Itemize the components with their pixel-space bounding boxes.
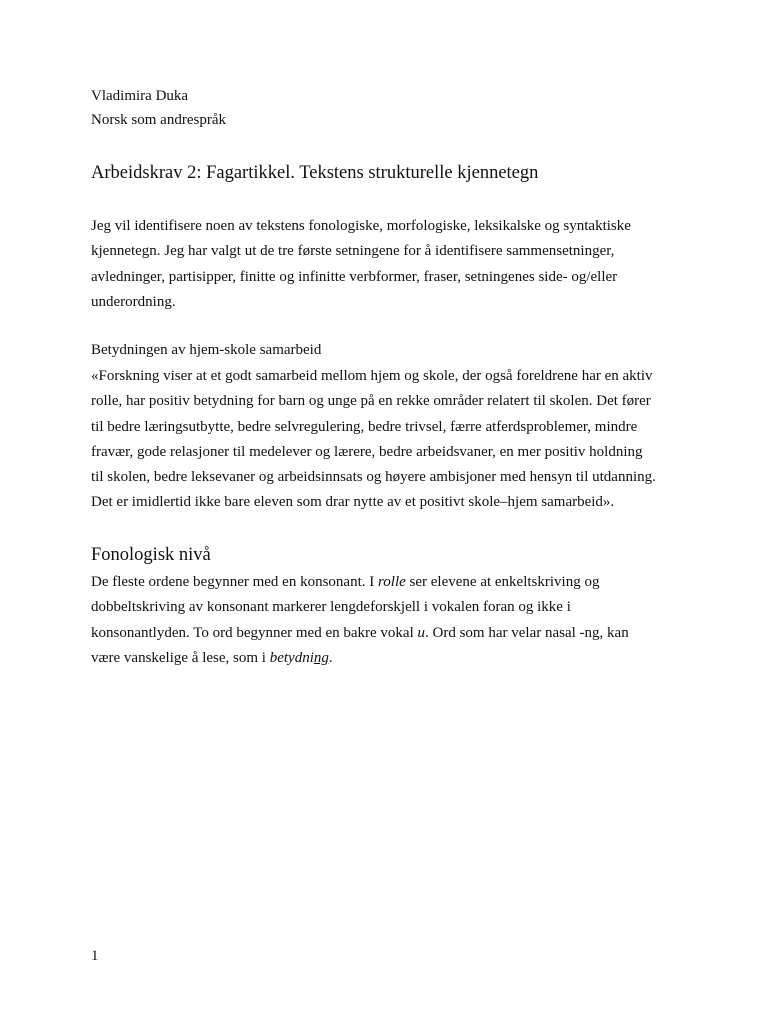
quote-line: til skolen, bedre leksevaner og arbeidsinnsats og høyere ambisjoner med hensyn til utdanning.	[91, 469, 656, 486]
phonology-text: ser elevene at enkeltskriving og	[405, 574, 600, 590]
phonology-heading: Fonologisk nivå	[91, 545, 211, 565]
phonology-line	[91, 646, 691, 671]
document-title: Arbeidskrav 2: Fagartikkel. Tekstens strukturelle kjennetegn	[91, 163, 539, 183]
phonology-line	[91, 570, 691, 595]
intro-line: kjennetegn. Jeg har valgt ut de tre første setningene for å identifisere sammensetninger,	[91, 243, 615, 260]
intro-line: underordning.	[91, 293, 176, 310]
course-name: Norsk som andrespråk	[91, 112, 226, 128]
intro-paragraph	[91, 214, 651, 315]
phonology-example-word	[270, 650, 329, 666]
phonology-paragraph	[91, 570, 691, 671]
quote-paragraph	[91, 364, 691, 516]
quote-line: Det er imidlertid ikke bare eleven som drar nytte av et positivt skole–hjem samarbeid».	[91, 494, 615, 511]
phonology-text: konsonantlyden. To ord begynner med en bakre vokal	[91, 624, 418, 641]
phonology-text: .	[328, 649, 333, 666]
page-number: 1	[91, 948, 99, 964]
quote-heading: Betydningen av hjem-skole samarbeid	[91, 342, 322, 358]
quote-line: «Forskning viser at et godt samarbeid mellom hjem og skole, der også foreldrene har en aktiv	[91, 368, 653, 384]
quote-line: fravær, gode relasjoner til medelever og lærere, bedre arbeidsvaner, en mer positiv holdning	[91, 443, 643, 460]
phonology-line: dobbeltskriving av konsonant markerer lengdeforskjell i vokalen foran og ikke i	[91, 599, 571, 616]
quote-line: til bedre læringsutbytte, bedre selvregulering, bedre trivsel, færre atferdsproblemer, mindre	[91, 418, 638, 435]
phonology-line	[91, 621, 691, 646]
quote-line: rolle, har positiv betydning for barn og unge på en rekke områder relatert til skolen. Det fører	[91, 393, 651, 410]
author-name: Vladimira Duka	[91, 88, 189, 104]
phonology-text: . Ord som har velar nasal -ng, kan	[425, 624, 629, 641]
phonology-text: De fleste ordene begynner med en konsonant. I	[91, 574, 378, 590]
example-word-underlined-part: ng	[313, 649, 329, 666]
phonology-example-letter: u	[417, 624, 426, 641]
intro-line: avledninger, partisipper, finitte og infinitte verbformer, fraser, setningenes side- og/eller	[91, 268, 618, 285]
example-word-part: betydni	[269, 649, 314, 666]
intro-line: Jeg vil identifisere noen av tekstens fonologiske, morfologiske, leksikalske og syntaktiske	[91, 218, 631, 234]
phonology-example-word: rolle	[378, 574, 406, 590]
document-page	[91, 0, 691, 1024]
phonology-text: være vanskelige å lese, som i	[91, 649, 270, 666]
